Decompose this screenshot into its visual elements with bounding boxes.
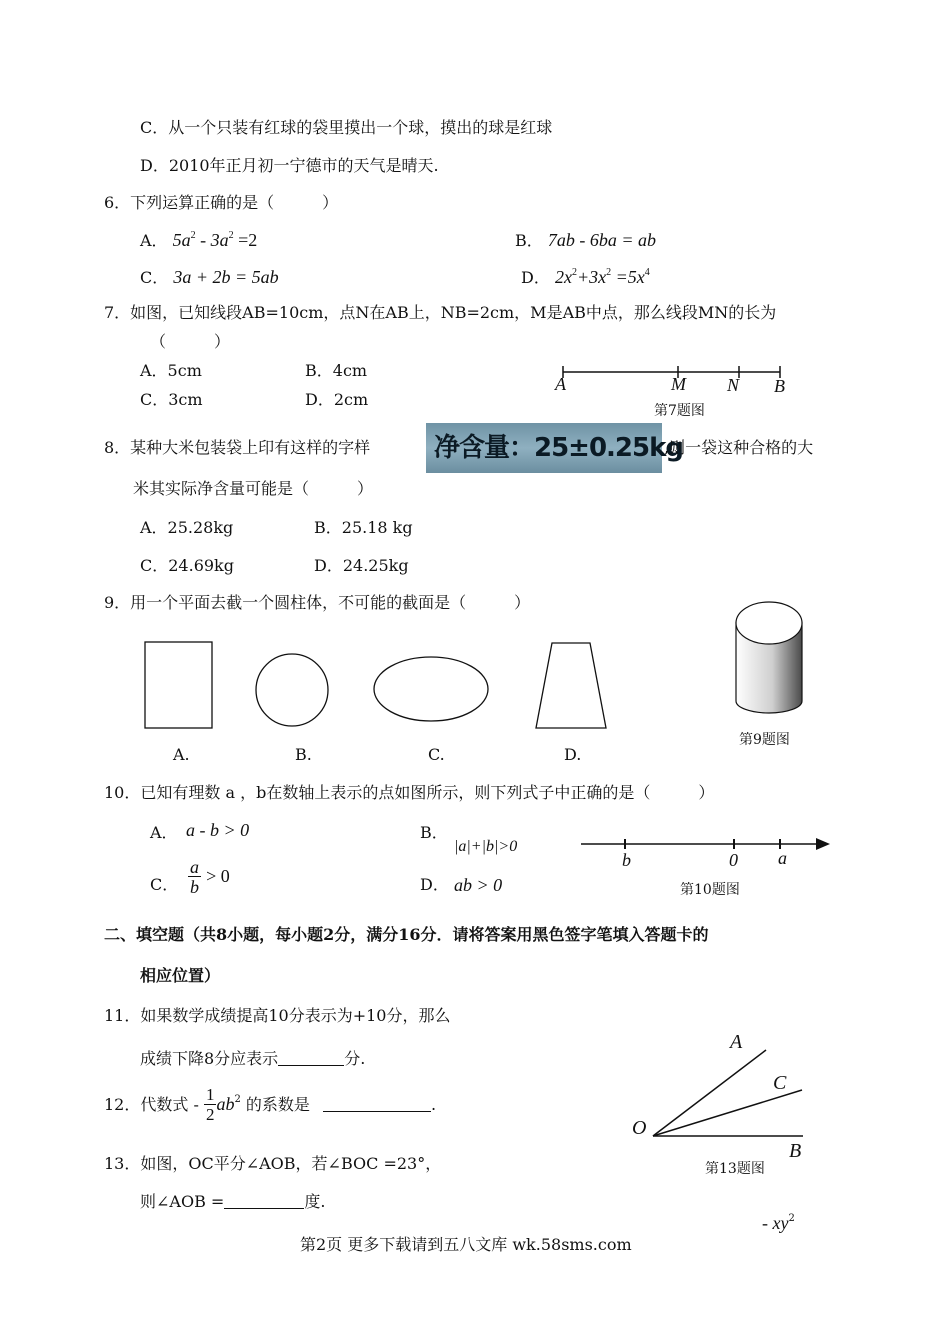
section2-title: 二、填空题（共8小题，每小题2分，满分16分．请将答案用黑色签字笔填入答题卡的 bbox=[104, 925, 709, 944]
q8-option-b: B．25.18 kg bbox=[314, 518, 413, 537]
q10-axis-a: a bbox=[778, 848, 787, 868]
q12-answer-blank bbox=[323, 1097, 431, 1112]
stray-expression: - $xy^2$ bbox=[762, 1213, 795, 1233]
q9-option-c: C. bbox=[428, 745, 445, 764]
circle-shape bbox=[256, 654, 328, 726]
q8-option-a: A．25.28kg bbox=[140, 518, 234, 537]
q7-option-a: A．5cm bbox=[140, 361, 202, 380]
q13-point-a: A bbox=[730, 1031, 743, 1053]
q7-option-d: D．2cm bbox=[305, 390, 369, 409]
page-footer: 第2页 更多下载请到五八文库 wk.58sms.com bbox=[300, 1235, 632, 1254]
rectangle-shape bbox=[145, 642, 212, 728]
ray-oa bbox=[653, 1050, 766, 1136]
q8-option-c: C．24.69kg bbox=[140, 556, 234, 575]
q7-point-m: M bbox=[671, 374, 686, 394]
q13-line1: 13．如图，OC平分∠AOB，若∠BOC =23°， bbox=[104, 1154, 442, 1173]
q10-option-c-label: C． bbox=[150, 875, 179, 894]
q9-caption: 第9题图 bbox=[739, 732, 790, 748]
ray-oc bbox=[653, 1090, 802, 1136]
cylinder-figure bbox=[730, 595, 810, 725]
q13-caption: 第13题图 bbox=[705, 1161, 765, 1177]
q8-stem-b: ,则一袋这种合格的大 bbox=[664, 438, 814, 457]
q13-line2: 则∠AOB = 度. bbox=[140, 1192, 326, 1211]
q7-point-a: A bbox=[555, 374, 566, 394]
q8-package-label-image: 净含量：25±0.25kg bbox=[426, 423, 662, 473]
section2-title-cont: 相应位置） bbox=[140, 966, 221, 985]
q11-line2: 成绩下降8分应表示 分. bbox=[140, 1049, 366, 1068]
q10-option-d-label: D． bbox=[420, 875, 449, 894]
axis-arrow bbox=[816, 838, 830, 850]
q6-option-c: C． 3a + 2b = 5ab bbox=[140, 267, 279, 287]
q7-paren: （ ） bbox=[150, 332, 231, 351]
q10-option-a: a - b > 0 bbox=[186, 820, 250, 840]
q7-point-b: B bbox=[774, 376, 785, 396]
q10-option-b-label: B． bbox=[420, 823, 448, 842]
ellipse-shape bbox=[374, 657, 488, 721]
q10-axis-0: 0 bbox=[729, 850, 738, 870]
q11-answer-blank bbox=[278, 1051, 344, 1066]
q12-line: 12．代数式 - $\frac{1}{2}$ $ab^2$ 的系数是 . bbox=[104, 1085, 437, 1124]
q8-stem-a: 8．某种大米包装袋上印有这样的字样 bbox=[104, 438, 371, 457]
q9-option-b: B. bbox=[295, 745, 312, 764]
q13-angle-figure bbox=[640, 1040, 820, 1150]
q9-option-d: D. bbox=[564, 745, 582, 764]
q9-stem: 9．用一个平面去截一个圆柱体，不可能的截面是（ ） bbox=[104, 593, 531, 612]
q7-option-c: C．3cm bbox=[140, 390, 203, 409]
q10-option-c: $\frac{a}{b}$ > 0 bbox=[190, 857, 230, 897]
q9-shapes bbox=[130, 630, 630, 740]
q10-stem: 10．已知有理数 a ，b在数轴上表示的点如图所示，则下列式子中正确的是（ ） bbox=[104, 783, 715, 802]
q13-point-c: C bbox=[773, 1072, 787, 1094]
q6-option-d: D． $2x^2+3x^2 =5x^4$ bbox=[521, 267, 650, 287]
q6-option-a: A． $5a^2 - 3a^2 =2$ bbox=[140, 230, 258, 250]
q10-number-line bbox=[578, 832, 834, 862]
q13-point-o: O bbox=[632, 1117, 647, 1139]
trapezoid-shape bbox=[536, 643, 606, 728]
q7-caption: 第7题图 bbox=[654, 403, 705, 419]
q7-option-b: B．4cm bbox=[305, 361, 368, 380]
q10-caption: 第10题图 bbox=[680, 882, 740, 898]
q5-option-c: C．从一个只装有红球的袋里摸出一个球，摸出的球是红球 bbox=[140, 118, 553, 137]
q7-point-n: N bbox=[727, 375, 740, 395]
q5-option-d: D．2010年正月初一宁德市的天气是晴天. bbox=[140, 156, 439, 175]
q10-option-b: |a|+|b|>0 bbox=[454, 838, 518, 855]
q8-stem-c: 米其实际净含量可能是（ ） bbox=[133, 479, 374, 498]
q13-answer-blank bbox=[224, 1194, 304, 1209]
q13-point-b: B bbox=[789, 1140, 802, 1162]
q10-option-d: ab > 0 bbox=[454, 875, 503, 895]
q6-option-b: B． 7ab - 6ba = ab bbox=[515, 230, 656, 250]
q11-line1: 11．如果数学成绩提高10分表示为+10分，那么 bbox=[104, 1006, 451, 1025]
q8-option-d: D．24.25kg bbox=[314, 556, 409, 575]
q6-stem: 6．下列运算正确的是（ ） bbox=[104, 193, 339, 212]
q9-option-a: A. bbox=[173, 745, 190, 764]
q7-stem: 7．如图，已知线段AB=10cm，点N在AB上，NB=2cm，M是AB中点，那么线段MN的长为 bbox=[104, 303, 777, 322]
q10-axis-b: b bbox=[622, 850, 631, 870]
q10-option-a-label: A． bbox=[150, 823, 178, 842]
